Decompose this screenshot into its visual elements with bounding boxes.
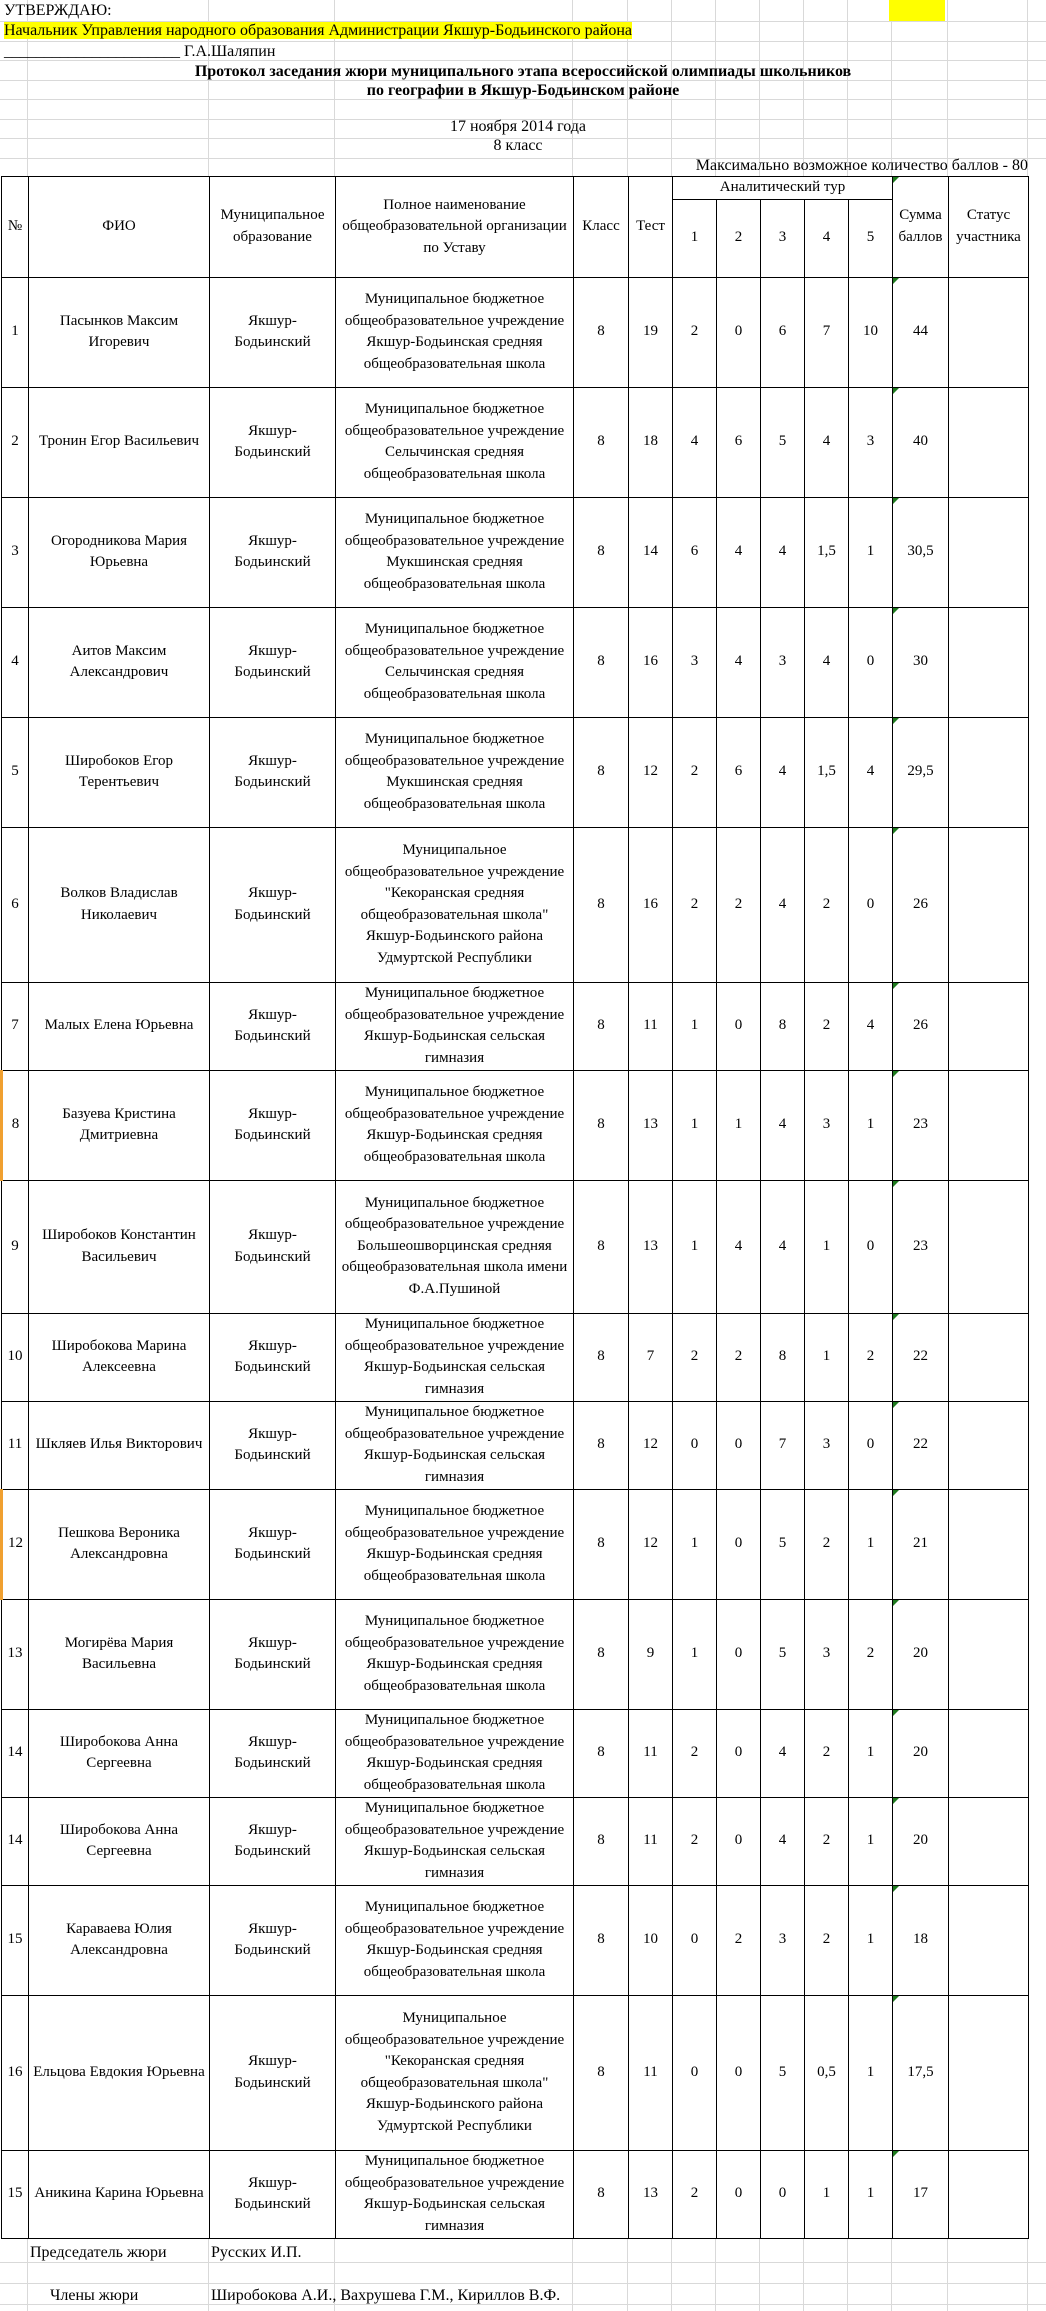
row-municipality-cell[interactable]: Якшур-Бодьинский (210, 1797, 336, 1885)
row-municipality-cell[interactable]: Якшур-Бодьинский (210, 1313, 336, 1401)
row-a2-cell[interactable]: 0 (717, 1995, 761, 2150)
row-a3-cell[interactable]: 4 (761, 1070, 805, 1180)
row-status-cell[interactable] (949, 497, 1029, 607)
row-fio-cell[interactable]: Широбокова Анна Сергеевна (29, 1709, 210, 1797)
row-fio-cell[interactable]: Аитов Максим Александрович (29, 607, 210, 717)
row-school-cell[interactable]: Муниципальное бюджетное общеобразовательное учреждение Мукшинская средняя общеобразовательная школа (336, 497, 574, 607)
row-a5-cell[interactable]: 1 (849, 2150, 893, 2238)
row-a4-cell[interactable]: 1,5 (805, 497, 849, 607)
row-a2-cell[interactable]: 4 (717, 607, 761, 717)
row-class-cell[interactable]: 8 (574, 1995, 629, 2150)
row-num-cell[interactable]: 11 (2, 1401, 29, 1489)
row-class-cell[interactable]: 8 (574, 1489, 629, 1599)
row-status-cell[interactable] (949, 1885, 1029, 1995)
row-status-cell[interactable] (949, 1599, 1029, 1709)
row-test-cell[interactable]: 11 (629, 1995, 673, 2150)
row-test-cell[interactable]: 11 (629, 1709, 673, 1797)
table-row[interactable] (2, 1313, 1029, 1401)
approver-signature: ______________________ Г.А.Шаляпин (4, 43, 276, 60)
row-a4-cell[interactable]: 2 (805, 982, 849, 1070)
row-a4-cell[interactable]: 2 (805, 827, 849, 982)
row-sum-cell[interactable]: 26 (893, 827, 949, 982)
row-a2-cell[interactable]: 2 (717, 827, 761, 982)
row-num-cell[interactable]: 5 (2, 717, 29, 827)
row-a1-cell[interactable]: 2 (673, 1313, 717, 1401)
row-sum-cell[interactable]: 23 (893, 1180, 949, 1313)
row-fio-cell[interactable]: Аникина Карина Юрьевна (29, 2150, 210, 2238)
row-school-cell[interactable]: Муниципальное бюджетное общеобразовательное учреждение Якшур-Бодьинская средняя общеобразовательная школа (336, 1885, 574, 1995)
row-test-cell[interactable]: 12 (629, 1401, 673, 1489)
row-a5-cell[interactable]: 4 (849, 717, 893, 827)
row-a2-cell[interactable]: 2 (717, 1885, 761, 1995)
row-sum-cell[interactable]: 20 (893, 1709, 949, 1797)
row-fio-cell[interactable]: Ельцова Евдокия Юрьевна (29, 1995, 210, 2150)
row-municipality-cell[interactable]: Якшур-Бодьинский (210, 607, 336, 717)
approver-position-text: Начальник Управления народного образования Администрации Якшур-Бодьинского района (4, 22, 632, 39)
table-row[interactable] (2, 1180, 1029, 1313)
row-school-cell[interactable]: Муниципальное бюджетное общеобразовательное учреждение Селычинская средняя общеобразовательная школа (336, 607, 574, 717)
row-sum-cell[interactable]: 44 (893, 277, 949, 387)
row-num-cell[interactable]: 16 (2, 1995, 29, 2150)
row-municipality-cell[interactable]: Якшур-Бодьинский (210, 1070, 336, 1180)
row-a2-cell[interactable]: 1 (717, 1070, 761, 1180)
row-status-cell[interactable] (949, 1797, 1029, 1885)
col-header-a3[interactable]: 3 (761, 199, 805, 277)
row-fio-cell[interactable]: Шкляев Илья Викторович (29, 1401, 210, 1489)
row-a3-cell[interactable]: 6 (761, 277, 805, 387)
row-school-cell[interactable]: Муниципальное бюджетное общеобразовательное учреждение Якшур-Бодьинская сельская гимназия (336, 1401, 574, 1489)
col-header-a4[interactable]: 4 (805, 199, 849, 277)
row-num-cell[interactable]: 14 (2, 1797, 29, 1885)
highlighted-cell[interactable] (889, 0, 945, 21)
row-num-cell[interactable]: 12 (2, 1489, 29, 1599)
row-test-cell[interactable]: 9 (629, 1599, 673, 1709)
row-a2-cell[interactable]: 0 (717, 1709, 761, 1797)
row-a5-cell[interactable]: 1 (849, 1709, 893, 1797)
row-a4-cell[interactable]: 2 (805, 1489, 849, 1599)
row-status-cell[interactable] (949, 1180, 1029, 1313)
row-test-cell[interactable]: 13 (629, 1070, 673, 1180)
row-test-cell[interactable]: 12 (629, 1489, 673, 1599)
row-fio-cell[interactable]: Широбоков Константин Васильевич (29, 1180, 210, 1313)
row-a4-cell[interactable]: 3 (805, 1599, 849, 1709)
row-num-cell[interactable]: 6 (2, 827, 29, 982)
row-municipality-cell[interactable]: Якшур-Бодьинский (210, 1885, 336, 1995)
table-row[interactable] (2, 827, 1029, 982)
row-a4-cell[interactable]: 3 (805, 1070, 849, 1180)
row-num-cell[interactable]: 10 (2, 1313, 29, 1401)
row-a1-cell[interactable]: 1 (673, 1599, 717, 1709)
row-school-cell[interactable]: Муниципальное общеобразовательное учреждение "Кекоранская средняя общеобразовательная школа" Якшур-Бодьинского района Удмуртской Республики (336, 1995, 574, 2150)
row-a3-cell[interactable]: 4 (761, 1709, 805, 1797)
row-a2-cell[interactable]: 0 (717, 1797, 761, 1885)
table-row[interactable] (2, 2150, 1029, 2238)
row-a5-cell[interactable]: 2 (849, 1313, 893, 1401)
row-a5-cell[interactable]: 10 (849, 277, 893, 387)
row-a1-cell[interactable]: 0 (673, 1401, 717, 1489)
row-sum-cell[interactable]: 26 (893, 982, 949, 1070)
row-num-cell[interactable]: 8 (2, 1070, 29, 1180)
row-class-cell[interactable]: 8 (574, 1797, 629, 1885)
row-test-cell[interactable]: 13 (629, 2150, 673, 2238)
row-fio-cell[interactable]: Широбокова Анна Сергеевна (29, 1797, 210, 1885)
row-test-cell[interactable]: 16 (629, 827, 673, 982)
row-a5-cell[interactable]: 0 (849, 1401, 893, 1489)
approve-label: УТВЕРЖДАЮ: (4, 2, 112, 19)
table-row[interactable] (2, 1885, 1029, 1995)
row-municipality-cell[interactable]: Якшур-Бодьинский (210, 497, 336, 607)
row-a5-cell[interactable]: 1 (849, 1797, 893, 1885)
col-header-fio[interactable]: ФИО (29, 177, 210, 278)
row-sum-cell[interactable]: 21 (893, 1489, 949, 1599)
row-a3-cell[interactable]: 4 (761, 497, 805, 607)
row-a3-cell[interactable]: 5 (761, 1599, 805, 1709)
row-test-cell[interactable]: 10 (629, 1885, 673, 1995)
row-sum-cell[interactable]: 17,5 (893, 1995, 949, 2150)
row-a2-cell[interactable]: 0 (717, 1489, 761, 1599)
row-a3-cell[interactable]: 5 (761, 387, 805, 497)
row-status-cell[interactable] (949, 1070, 1029, 1180)
row-class-cell[interactable]: 8 (574, 607, 629, 717)
row-a4-cell[interactable]: 2 (805, 1885, 849, 1995)
row-a1-cell[interactable]: 1 (673, 982, 717, 1070)
chair-label: Председатель жюри (30, 2244, 167, 2261)
row-sum-cell[interactable]: 22 (893, 1313, 949, 1401)
table-row[interactable] (2, 1489, 1029, 1599)
row-sum-cell[interactable]: 18 (893, 1885, 949, 1995)
row-a1-cell[interactable]: 2 (673, 827, 717, 982)
row-a2-cell[interactable]: 6 (717, 717, 761, 827)
row-fio-cell[interactable]: Волков Владислав Николаевич (29, 827, 210, 982)
row-municipality-cell[interactable]: Якшур-Бодьинский (210, 1180, 336, 1313)
row-school-cell[interactable]: Муниципальное бюджетное общеобразовательное учреждение Большеошворцинская средняя общеобразовательная школа имени Ф.А.Пушиной (336, 1180, 574, 1313)
row-a1-cell[interactable]: 2 (673, 1797, 717, 1885)
col-header-status[interactable]: Статус участника (949, 177, 1029, 278)
members-names: Широбокова А.И., Вахрушева Г.М., Кириллов В.Ф. (211, 2287, 561, 2304)
row-a2-cell[interactable]: 0 (717, 277, 761, 387)
row-class-cell[interactable]: 8 (574, 1599, 629, 1709)
row-test-cell[interactable]: 14 (629, 497, 673, 607)
row-a3-cell[interactable]: 8 (761, 1313, 805, 1401)
row-test-cell[interactable]: 18 (629, 387, 673, 497)
table-row[interactable] (2, 1995, 1029, 2150)
col-header-class[interactable]: Класс (574, 177, 629, 278)
row-status-cell[interactable] (949, 1709, 1029, 1797)
row-a3-cell[interactable]: 7 (761, 1401, 805, 1489)
row-a4-cell[interactable]: 2 (805, 1797, 849, 1885)
row-class-cell[interactable]: 8 (574, 387, 629, 497)
row-fio-cell[interactable]: Могирёва Мария Васильевна (29, 1599, 210, 1709)
row-status-cell[interactable] (949, 607, 1029, 717)
grid-row-line (0, 2262, 1046, 2263)
row-a4-cell[interactable]: 1 (805, 1180, 849, 1313)
grid-row-line (0, 2283, 1046, 2284)
chair-name: Русских И.П. (211, 2244, 302, 2261)
protocol-title-line2: по географии в Якшур-Бодьинском районе (366, 82, 680, 99)
row-test-cell[interactable]: 7 (629, 1313, 673, 1401)
table-row[interactable] (2, 497, 1029, 607)
row-class-cell[interactable]: 8 (574, 1313, 629, 1401)
row-municipality-cell[interactable]: Якшур-Бодьинский (210, 1401, 336, 1489)
table-row[interactable] (2, 1709, 1029, 1797)
row-a5-cell[interactable]: 1 (849, 1489, 893, 1599)
row-sum-cell[interactable]: 30,5 (893, 497, 949, 607)
table-row[interactable] (2, 982, 1029, 1070)
row-test-cell[interactable]: 11 (629, 982, 673, 1070)
row-a2-cell[interactable]: 4 (717, 1180, 761, 1313)
row-num-cell[interactable]: 3 (2, 497, 29, 607)
row-test-cell[interactable]: 19 (629, 277, 673, 387)
row-sum-cell[interactable]: 30 (893, 607, 949, 717)
col-header-a2[interactable]: 2 (717, 199, 761, 277)
row-a4-cell[interactable]: 4 (805, 387, 849, 497)
row-fio-cell[interactable]: Широбокова Марина Алексеевна (29, 1313, 210, 1401)
row-a5-cell[interactable]: 4 (849, 982, 893, 1070)
row-school-cell[interactable]: Муниципальное бюджетное общеобразовательное учреждение Якшур-Бодьинская сельская гимназия (336, 2150, 574, 2238)
row-a2-cell[interactable]: 4 (717, 497, 761, 607)
row-fio-cell[interactable]: Пасынков Максим Игоревич (29, 277, 210, 387)
row-a4-cell[interactable]: 7 (805, 277, 849, 387)
row-class-cell[interactable]: 8 (574, 827, 629, 982)
row-status-cell[interactable] (949, 1313, 1029, 1401)
row-school-cell[interactable]: Муниципальное бюджетное общеобразовательное учреждение Якшур-Бодьинская средняя общеобразовательная школа (336, 1489, 574, 1599)
col-header-sum[interactable]: Сумма баллов (893, 177, 949, 278)
row-fio-cell[interactable]: Базуева Кристина Дмитриевна (29, 1070, 210, 1180)
row-num-cell[interactable]: 7 (2, 982, 29, 1070)
row-num-cell[interactable]: 4 (2, 607, 29, 717)
row-a5-cell[interactable]: 1 (849, 1885, 893, 1995)
row-a3-cell[interactable]: 0 (761, 2150, 805, 2238)
row-school-cell[interactable]: Муниципальное бюджетное общеобразовательное учреждение Якшур-Бодьинская средняя общеобразовательная школа (336, 1070, 574, 1180)
row-a1-cell[interactable]: 1 (673, 1180, 717, 1313)
row-sum-cell[interactable]: 29,5 (893, 717, 949, 827)
row-a2-cell[interactable]: 0 (717, 982, 761, 1070)
row-status-cell[interactable] (949, 277, 1029, 387)
row-school-cell[interactable]: Муниципальное общеобразовательное учреждение "Кекоранская средняя общеобразовательная школа" Якшур-Бодьинского района Удмуртской Республики (336, 827, 574, 982)
grade-label: 8 класс (493, 137, 543, 154)
row-a4-cell[interactable]: 1,5 (805, 717, 849, 827)
row-test-cell[interactable]: 12 (629, 717, 673, 827)
row-municipality-cell[interactable]: Якшур-Бодьинский (210, 1599, 336, 1709)
row-status-cell[interactable] (949, 1489, 1029, 1599)
table-row[interactable] (2, 717, 1029, 827)
row-a1-cell[interactable]: 0 (673, 1885, 717, 1995)
row-a1-cell[interactable]: 6 (673, 497, 717, 607)
row-a1-cell[interactable]: 2 (673, 2150, 717, 2238)
row-municipality-cell[interactable]: Якшур-Бодьинский (210, 1489, 336, 1599)
row-a1-cell[interactable]: 2 (673, 1709, 717, 1797)
col-header-analytic[interactable]: Аналитический тур (673, 177, 893, 200)
row-a5-cell[interactable]: 1 (849, 1070, 893, 1180)
row-a1-cell[interactable]: 2 (673, 717, 717, 827)
col-header-school[interactable]: Полное наименование общеобразовательной организации по Уставу (336, 177, 574, 278)
row-a2-cell[interactable]: 6 (717, 387, 761, 497)
row-test-cell[interactable]: 11 (629, 1797, 673, 1885)
row-school-cell[interactable]: Муниципальное бюджетное общеобразовательное учреждение Мукшинская средняя общеобразовательная школа (336, 717, 574, 827)
row-status-cell[interactable] (949, 827, 1029, 982)
row-num-cell[interactable]: 14 (2, 1709, 29, 1797)
row-a3-cell[interactable]: 8 (761, 982, 805, 1070)
col-header-test[interactable]: Тест (629, 177, 673, 278)
row-municipality-cell[interactable]: Якшур-Бодьинский (210, 2150, 336, 2238)
row-municipality-cell[interactable]: Якшур-Бодьинский (210, 717, 336, 827)
row-a5-cell[interactable]: 0 (849, 607, 893, 717)
table-row[interactable] (2, 1599, 1029, 1709)
row-a3-cell[interactable]: 4 (761, 827, 805, 982)
table-row[interactable] (2, 1797, 1029, 1885)
row-sum-cell[interactable]: 40 (893, 387, 949, 497)
row-municipality-cell[interactable]: Якшур-Бодьинский (210, 387, 336, 497)
row-num-cell[interactable]: 13 (2, 1599, 29, 1709)
results-table (0, 176, 1029, 2239)
row-fio-cell[interactable]: Огородникова Мария Юрьевна (29, 497, 210, 607)
col-header-municipality[interactable]: Муниципальное образование (210, 177, 336, 278)
row-a2-cell[interactable]: 0 (717, 1599, 761, 1709)
row-municipality-cell[interactable]: Якшур-Бодьинский (210, 1709, 336, 1797)
row-status-cell[interactable] (949, 1401, 1029, 1489)
row-a1-cell[interactable]: 4 (673, 387, 717, 497)
row-a5-cell[interactable]: 3 (849, 387, 893, 497)
row-num-cell[interactable]: 2 (2, 387, 29, 497)
approver-position (4, 22, 632, 40)
row-class-cell[interactable]: 8 (574, 1180, 629, 1313)
row-num-cell[interactable]: 1 (2, 277, 29, 387)
row-class-cell[interactable]: 8 (574, 717, 629, 827)
row-fio-cell[interactable]: Пешкова Вероника Александровна (29, 1489, 210, 1599)
protocol-date: 17 ноября 2014 года (449, 118, 587, 135)
row-a2-cell[interactable]: 2 (717, 1313, 761, 1401)
row-sum-cell[interactable]: 20 (893, 1599, 949, 1709)
row-test-cell[interactable]: 13 (629, 1180, 673, 1313)
col-header-num[interactable]: № (2, 177, 29, 278)
row-school-cell[interactable]: Муниципальное бюджетное общеобразовательное учреждение Якшур-Бодьинская средняя общеобразовательная школа (336, 277, 574, 387)
row-sum-cell[interactable]: 17 (893, 2150, 949, 2238)
row-fio-cell[interactable]: Тронин Егор Васильевич (29, 387, 210, 497)
row-a4-cell[interactable]: 3 (805, 1401, 849, 1489)
row-fio-cell[interactable]: Широбоков Егор Терентьевич (29, 717, 210, 827)
row-a2-cell[interactable]: 0 (717, 2150, 761, 2238)
row-status-cell[interactable] (949, 982, 1029, 1070)
row-a1-cell[interactable]: 2 (673, 277, 717, 387)
row-status-cell[interactable] (949, 1995, 1029, 2150)
row-a5-cell[interactable]: 1 (849, 497, 893, 607)
row-class-cell[interactable]: 8 (574, 1401, 629, 1489)
row-num-cell[interactable]: 15 (2, 2150, 29, 2238)
row-class-cell[interactable]: 8 (574, 1885, 629, 1995)
row-a5-cell[interactable]: 1 (849, 1995, 893, 2150)
row-municipality-cell[interactable]: Якшур-Бодьинский (210, 1995, 336, 2150)
row-class-cell[interactable]: 8 (574, 277, 629, 387)
row-a5-cell[interactable]: 2 (849, 1599, 893, 1709)
table-row[interactable] (2, 1070, 1029, 1180)
row-fio-cell[interactable]: Малых Елена Юрьевна (29, 982, 210, 1070)
col-header-a5[interactable]: 5 (849, 199, 893, 277)
row-a3-cell[interactable]: 4 (761, 717, 805, 827)
row-sum-cell[interactable]: 20 (893, 1797, 949, 1885)
row-a5-cell[interactable]: 0 (849, 827, 893, 982)
row-a3-cell[interactable]: 3 (761, 1885, 805, 1995)
row-class-cell[interactable]: 8 (574, 2150, 629, 2238)
row-municipality-cell[interactable]: Якшур-Бодьинский (210, 277, 336, 387)
table-row[interactable] (2, 607, 1029, 717)
row-a4-cell[interactable]: 4 (805, 607, 849, 717)
row-a4-cell[interactable]: 2 (805, 1709, 849, 1797)
row-school-cell[interactable]: Муниципальное бюджетное общеобразовательное учреждение Якшур-Бодьинская сельская гимназия (336, 1313, 574, 1401)
row-class-cell[interactable]: 8 (574, 982, 629, 1070)
row-a3-cell[interactable]: 5 (761, 1489, 805, 1599)
row-a3-cell[interactable]: 4 (761, 1797, 805, 1885)
row-class-cell[interactable]: 8 (574, 1070, 629, 1180)
table-row[interactable] (2, 277, 1029, 387)
grid-row-line (0, 41, 1046, 42)
row-school-cell[interactable]: Муниципальное бюджетное общеобразовательное учреждение Селычинская средняя общеобразовательная школа (336, 387, 574, 497)
row-school-cell[interactable]: Муниципальное бюджетное общеобразовательное учреждение Якшур-Бодьинская средняя общеобразовательная школа (336, 1709, 574, 1797)
row-num-cell[interactable]: 15 (2, 1885, 29, 1995)
row-num-cell[interactable]: 9 (2, 1180, 29, 1313)
row-a1-cell[interactable]: 3 (673, 607, 717, 717)
row-sum-cell[interactable]: 23 (893, 1070, 949, 1180)
row-municipality-cell[interactable]: Якшур-Бодьинский (210, 982, 336, 1070)
row-fio-cell[interactable]: Караваева Юлия Александровна (29, 1885, 210, 1995)
row-a3-cell[interactable]: 5 (761, 1995, 805, 2150)
row-a1-cell[interactable]: 1 (673, 1070, 717, 1180)
row-a1-cell[interactable]: 0 (673, 1995, 717, 2150)
row-class-cell[interactable]: 8 (574, 1709, 629, 1797)
protocol-title-line1: Протокол заседания жюри муниципального этапа всероссийской олимпиады школьников (194, 63, 852, 80)
row-status-cell[interactable] (949, 387, 1029, 497)
row-status-cell[interactable] (949, 2150, 1029, 2238)
row-class-cell[interactable]: 8 (574, 497, 629, 607)
row-municipality-cell[interactable]: Якшур-Бодьинский (210, 827, 336, 982)
row-a2-cell[interactable]: 0 (717, 1401, 761, 1489)
members-label: Члены жюри (50, 2287, 139, 2304)
row-a3-cell[interactable]: 4 (761, 1180, 805, 1313)
row-school-cell[interactable]: Муниципальное бюджетное общеобразовательное учреждение Якшур-Бодьинская сельская гимназия (336, 1797, 574, 1885)
row-sum-cell[interactable]: 22 (893, 1401, 949, 1489)
col-header-a1[interactable]: 1 (673, 199, 717, 277)
row-test-cell[interactable]: 16 (629, 607, 673, 717)
table-row[interactable] (2, 1401, 1029, 1489)
table-row[interactable] (2, 387, 1029, 497)
row-a4-cell[interactable]: 0,5 (805, 1995, 849, 2150)
row-status-cell[interactable] (949, 717, 1029, 827)
row-school-cell[interactable]: Муниципальное бюджетное общеобразовательное учреждение Якшур-Бодьинская сельская гимназия (336, 982, 574, 1070)
row-a3-cell[interactable]: 3 (761, 607, 805, 717)
row-school-cell[interactable]: Муниципальное бюджетное общеобразовательное учреждение Якшур-Бодьинская средняя общеобразовательная школа (336, 1599, 574, 1709)
max-points-note: Максимально возможное количество баллов - 80 (695, 157, 1028, 174)
row-a4-cell[interactable]: 1 (805, 1313, 849, 1401)
row-a1-cell[interactable]: 1 (673, 1489, 717, 1599)
row-a5-cell[interactable]: 0 (849, 1180, 893, 1313)
row-a4-cell[interactable]: 1 (805, 2150, 849, 2238)
